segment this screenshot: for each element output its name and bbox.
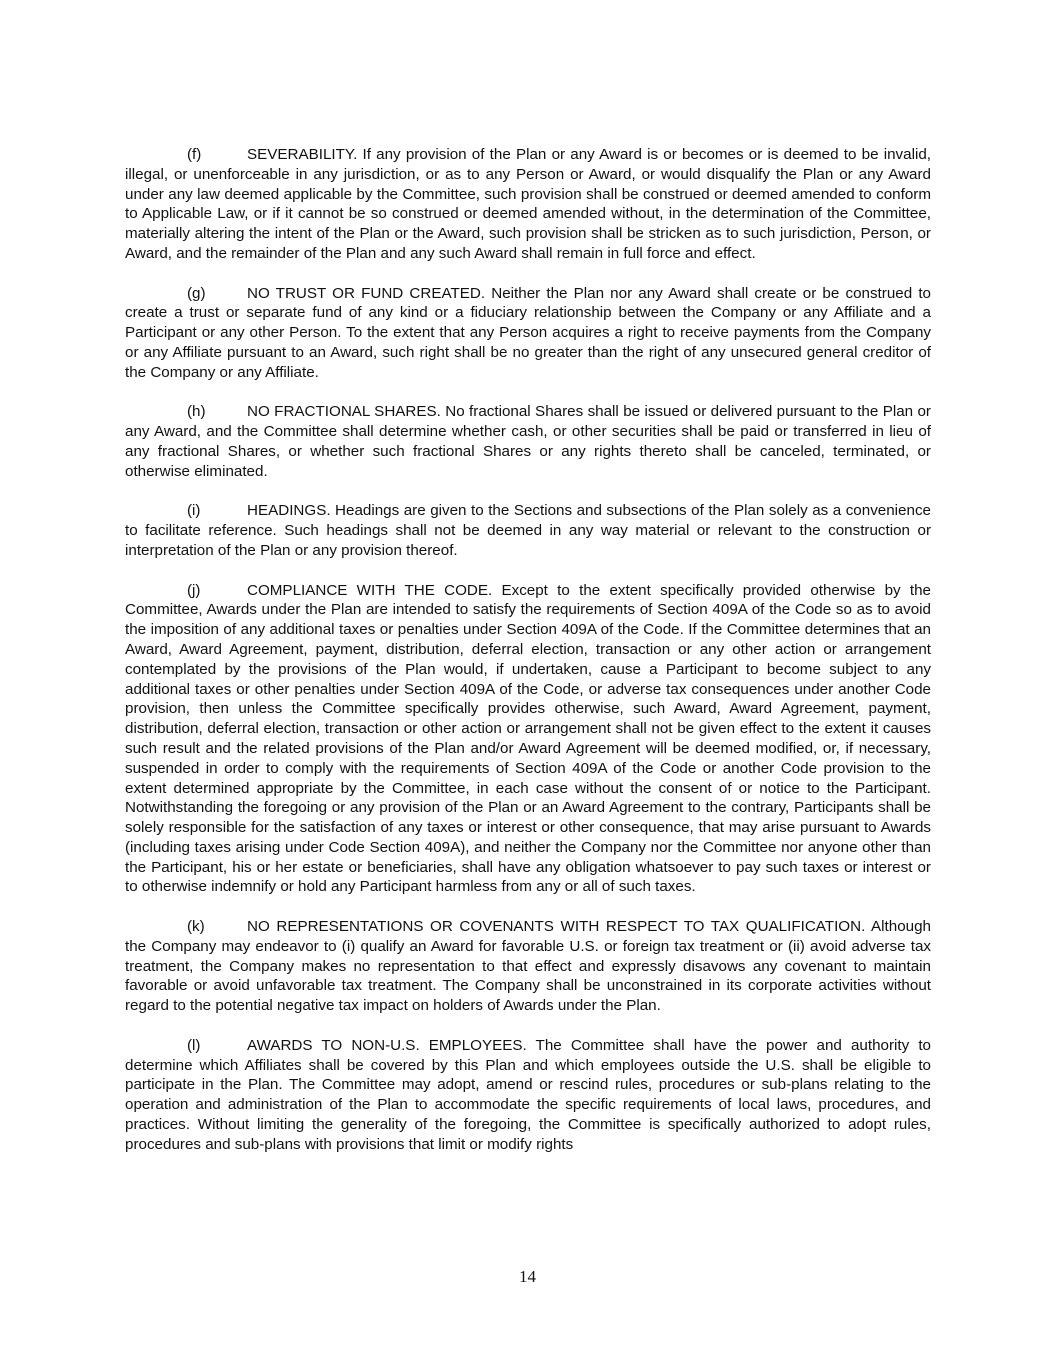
paragraph-i	[125, 501, 931, 560]
paragraph-text: NO TRUST OR FUND CREATED. Neither the Plan nor any Award shall create or be construed to create a trust or separate fund of any kind or a fiduciary relationship between the Company or any Affiliate and a Participant or any other Person. To the extent that any Person acquires a right to receive payments from the Company or any Affiliate pursuant to an Award, such right shall be no greater than the right of any unsecured general creditor of the Company or any Affiliate.	[125, 284, 931, 381]
paragraph-label: (f)	[187, 146, 202, 163]
paragraph-f	[125, 145, 931, 264]
paragraph-h	[125, 402, 931, 481]
paragraph-text: AWARDS TO NON-U.S. EMPLOYEES. The Committee shall have the power and authority to determine which Affiliates shall be covered by this Plan and which employees outside the U.S. shall be eligible to participate in the Plan. The Committee may adopt, amend or rescind rules, procedures or sub-plans relating to the operation and administration of the Plan to accommodate the specific requirements of local laws, procedures, and practices. Without limiting the generality of the foregoing, the Committee is specifically authorized to adopt rules, procedures and sub-plans with provisions that limit or modify rights	[125, 1036, 931, 1153]
paragraph-label: (k)	[187, 918, 205, 936]
paragraph-text: HEADINGS. Headings are given to the Sections and subsections of the Plan solely as a convenience to facilitate reference. Such headings shall not be deemed in any way material or relevant to the construction or interpretation of the Plan or any provision thereof.	[125, 502, 931, 559]
paragraph-j	[125, 581, 931, 898]
paragraph-l	[125, 1036, 931, 1155]
paragraph-k	[125, 917, 931, 1016]
paragraph-label: (i)	[187, 502, 201, 520]
paragraph-text: NO REPRESENTATIONS OR COVENANTS WITH RESPECT TO TAX QUALIFICATION. Although the Company may endeavor to (i) qualify an Award for favorable U.S. or foreign tax treatment or (ii) avoid adverse tax treatment, the Company makes no representation to that effect and expressly disavows any covenant to maintain favorable or avoid unfavorable tax treatment. The Company shall be unconstrained in its corporate activities without regard to the potential negative tax impact on holders of Awards under the Plan.	[125, 918, 931, 1015]
paragraph-label: (l)	[187, 1036, 201, 1054]
page-number: 14	[519, 1267, 536, 1286]
document-body	[125, 145, 931, 1174]
paragraph-label: (g)	[187, 284, 206, 302]
paragraph-text: COMPLIANCE WITH THE CODE. Except to the extent specifically provided otherwise by the Committee, Awards under the Plan are intended to satisfy the requirements of Section 409A of the Code so as to avoid the imposition of any additional taxes or penalties under Section 409A of the Code. If the Committee determines that an Award, Award Agreement, payment, distribution, deferral election, transaction or any other action or arrangement contemplated by the provisions of the Plan would, if undertaken, cause a Participant to become subject to any additional taxes or other penalties under Section 409A of the Code, or adverse tax consequences under another Code provision, then unless the Committee specifically provides otherwise, such Award, Award Agreement, payment, distribution, deferral election, transaction or other action or arrangement shall not be given effect to the extent it causes such result and the related provisions of the Plan and/or Award Agreement will be deemed modified, or, if necessary, suspended in order to comply with the requirements of Section 409A of the Code or another Code provision to the extent determined appropriate by the Committee, in each case without the consent of or notice to the Participant. Notwithstanding the foregoing or any provision of the Plan or an Award Agreement to the contrary, Participants shall be solely responsible for the satisfaction of any taxes or interest or other consequence, that may arise pursuant to Awards (including taxes arising under Code Section 409A), and neither the Company nor the Committee nor anyone other than the Participant, his or her estate or beneficiaries, shall have any obligation whatsoever to pay such taxes or interest or to otherwise indemnify or hold any Participant harmless from any or all of such taxes.	[125, 581, 931, 896]
paragraph-text: NO FRACTIONAL SHARES. No fractional Shares shall be issued or delivered pursuant to the Plan or any Award, and the Committee shall determine whether cash, or other securities shall be paid or transferred in lieu of any fractional Shares, or whether such fractional Shares or any rights thereto shall be canceled, terminated, or otherwise eliminated.	[125, 403, 931, 480]
paragraph-label: (h)	[187, 403, 206, 421]
paragraph-text: SEVERABILITY. If any provision of the Plan or any Award is or becomes or is deemed to be invalid, illegal, or unenforceable in any jurisdiction, or as to any Person or Award, or would disqualify the Plan or any Award under any law deemed applicable by the Committee, such provision shall be construed or deemed amended to conform to Applicable Law, or if it cannot be so construed or deemed amended without, in the determination of the Committee, materially altering the intent of the Plan or the Award, such provision shall be stricken as to such jurisdiction, Person, or Award, and the remainder of the Plan and any such Award shall remain in full force and effect.	[125, 146, 931, 262]
paragraph-label: (j)	[187, 581, 201, 599]
paragraph-g	[125, 284, 931, 383]
